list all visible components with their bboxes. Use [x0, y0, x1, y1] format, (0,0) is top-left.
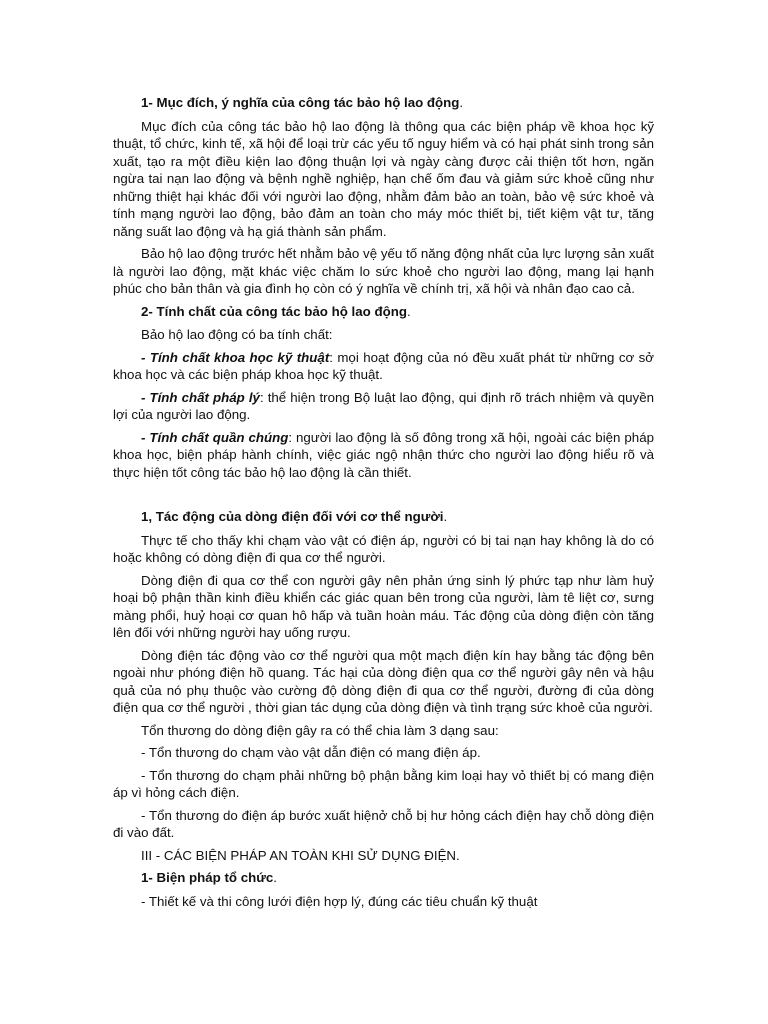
section1-heading: 1- Mục đích, ý nghĩa của công tác bảo hộ lao động. — [141, 95, 464, 110]
section3-heading: 1, Tác động của dòng điện đối với cơ thể người. — [141, 509, 448, 524]
section4-title: III - CÁC BIỆN PHÁP AN TOÀN KHI SỬ DỤNG ĐIỆN. — [141, 847, 460, 863]
section3-paragraph-3: Dòng điện tác động vào cơ thể người qua một mạch điện kín hay bằng tác động bên ngoài như phóng điện hồ quang. Tác hại của dòng điện qua cơ thể người gây nên và hậu quả của nó phụ thuộc vào cường độ dòng điện đi qua cơ thể người, đường đi của dòng điện qua cơ thể người , thời gian tác dụng của dòng điện và tình trạng sức khoẻ của người. — [113, 647, 654, 715]
document-page — [113, 94, 654, 915]
section1-paragraph-2: Bảo hộ lao động trước hết nhằm bảo vệ yếu tố năng động nhất của lực lượng sản xuất là người lao động, mặt khác việc chăm lo sức khoẻ cho người lao động, mang lại hạnh phúc cho bản thân và gia đình họ còn có ý nghĩa về chính trị, xã hội và nhân đạo cao cả. — [113, 246, 654, 296]
property-item-technical: - Tính chất khoa học kỹ thuật: mọi hoạt động của nó đều xuất phát từ những cơ sở khoa học và các biện pháp khoa học kỹ thuật. — [113, 349, 654, 382]
section3-paragraph-2: Dòng điện đi qua cơ thể con người gây nên phản ứng sinh lý phức tạp như làm huỷ hoại bộ phận thần kinh điều khiển các giác quan bên trong của người, làm tê liệt cơ, sưng màng phổi, huỷ hoại cơ quan hô hấp và tuần hoàn máu. Tác động của dòng điện còn tăng lên đối với những người hay uống rượu. — [113, 572, 654, 640]
property-item-legal: - Tính chất pháp lý: thể hiện trong Bộ luật lao động, qui định rõ trách nhiệm và quyền lợi của người lao động. — [113, 389, 654, 422]
section-spacer — [113, 486, 654, 508]
injury-item-2: - Tổn thương do chạm phải những bộ phận bằng kim loại hay vỏ thiết bị có mang điện áp vì hỏng cách điện. — [113, 767, 654, 800]
property-item-mass: - Tính chất quần chúng: người lao động là số đông trong xã hội, ngoài các biện pháp khoa học, biện pháp hành chính, việc giác ngộ nhận thức cho người lao động hiểu rõ và thực hiện tốt công tác bảo hộ lao động là cần thiết. — [113, 429, 654, 480]
section4-first-item: - Thiết kế và thi công lưới điện hợp lý, đúng các tiêu chuẩn kỹ thuật — [141, 893, 538, 909]
section2-heading: 2- Tính chất của công tác bảo hộ lao động. — [141, 303, 411, 319]
section2-intro: Bảo hộ lao động có ba tính chất: — [141, 327, 333, 342]
injury-item-1: - Tổn thương do chạm vào vật dẫn điện có mang điện áp. — [141, 745, 481, 760]
section1-paragraph-1: Mục đích của công tác bảo hộ lao động là thông qua các biện pháp về khoa học kỹ thuật, tổ chức, kinh tế, xã hội để loại trừ các yếu tố nguy hiểm và có hại phát sinh trong sản xuất, tạo ra một điều kiện lao động thuận lợi và ngày càng được cải thiện tốt hơn, ngăn ngừa tai nạn lao động và bệnh nghề nghiệp, hạn chế ốm đau và giảm sức khoẻ cũng như những thiệt hại khác đối với người lao động, nhằm đảm bảo an toàn, bảo vệ sức khoẻ và tính mạng người lao động, bảo đảm an toàn cho máy móc thiết bị, tiết kiệm vật tư, tăng năng suất lao động và hạ giá thành sản phẩm. — [113, 118, 654, 239]
section3-paragraph-1: Thực tế cho thấy khi chạm vào vật có điện áp, người có bị tai nạn hay không là do có hoặc không có dòng điện đi qua cơ thể người. — [113, 532, 654, 565]
section3-paragraph-4: Tổn thương do dòng điện gây ra có thể chia làm 3 dạng sau: — [141, 722, 499, 738]
section4-subheading: 1- Biện pháp tổ chức. — [141, 870, 277, 885]
injury-item-3: - Tổn thương do điện áp bước xuất hiệnở chỗ bị hư hỏng cách điện hay chỗ dòng điện đi vào đất. — [113, 807, 654, 840]
